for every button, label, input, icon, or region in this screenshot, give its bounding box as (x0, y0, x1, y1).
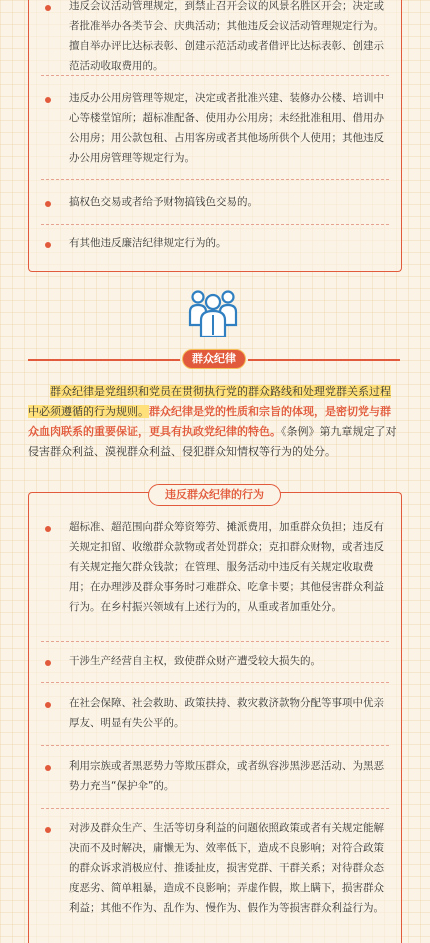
heading-line-right (248, 359, 400, 361)
bullet-dot (45, 5, 51, 11)
discipline-box-masses (28, 492, 402, 943)
bullet-dot (45, 702, 51, 708)
list-item: 违反办公用房管理等规定，决定或者批准兴建、装修办公楼、培训中心等楼堂馆所；超标准配备、使用办公用房；未经批准租用、借用办公用房；用公款包租、占用客房或者其他场所供个人使用；其他违反办公用房管理等规定行为。 (69, 92, 384, 164)
list-item: 对涉及群众生产、生活等切身利益的问题依照政策或者有关规定能解决而不及时解决，庸懒无为、效率低下，造成不良影响；对符合政策的群众诉求消极应付、推诿扯皮，损害党群、干群关系；对待群众态度恶劣、简单粗暴，造成不良影响；弄虚作假，欺上瞒下，损害群众利益；其他不作为、乱作为、慢作为、假作为等损害群众利益行为。 (69, 822, 384, 914)
divider (41, 745, 389, 746)
list-item: 超标准、超范围向群众筹资筹劳、摊派费用，加重群众负担；违反有关规定扣留、收缴群众款物或者处罚群众；克扣群众财物，或者违反有关规定拖欠群众钱款；在管理、服务活动中违反有关规定收取费用；在办理涉及群众事务时刁难群众、吃拿卡要；其他侵害群众利益行为。在乡村振兴领域有上述行为的，从重或者加重处分。 (69, 521, 384, 613)
bullet-dot (45, 526, 51, 532)
divider (41, 179, 389, 180)
section-badge: 群众纪律 (182, 349, 246, 369)
list-item: 利用宗族或者黑恶势力等欺压群众，或者纵容涉黑涉恶活动、为黑恶势力充当“保护伞”的。 (69, 760, 384, 792)
bullet-dot (45, 97, 51, 103)
divider (41, 808, 389, 809)
discipline-box-integrity (28, 0, 402, 272)
list-item: 有其他违反廉洁纪律规定行为的。 (69, 237, 227, 249)
list-item: 搞权色交易或者给予财物搞钱色交易的。 (69, 196, 258, 208)
bullet-dot (45, 660, 51, 666)
people-group-icon (188, 285, 238, 337)
list-item: 在社会保障、社会救助、政策扶持、救灾救济款物分配等事项中优亲厚友、明显有失公平的。 (69, 697, 384, 729)
bullet-dot (45, 765, 51, 771)
bullet-dot (45, 827, 51, 833)
heading-line-left (28, 359, 180, 361)
emphasis-text: 群众纪律是党的性质和宗旨的体现，是密切党与群众血肉联系的重要保证，更具有执政党纪律的特色。 (28, 405, 391, 438)
divider (41, 682, 389, 683)
bullet-dot (45, 242, 51, 248)
list-item: 违反会议活动管理规定，到禁止召开会议的风景名胜区开会；决定或者批准举办各类节会、庆典活动；其他违反会议活动管理规定行为。擅自举办评比达标表彰、创建示范活动或者借评比达标表彰、创建示范活动收取费用的。 (69, 0, 384, 72)
list-item: 干涉生产经营自主权，致使群众财产遭受较大损失的。 (69, 655, 321, 667)
section-subtitle-tag: 违反群众纪律的行为 (148, 484, 281, 506)
body-text: 《条例》第九章规定了对侵害群众利益、漠视群众利益、侵犯群众知情权等行为的处分。 (28, 425, 397, 458)
bullet-dot (45, 201, 51, 207)
highlight-text: 群众纪律是党组织和党员在贯彻执行党的群众路线和处理党群关系过程中必须遵循的行为规则。 (28, 385, 391, 418)
intro-paragraph (28, 382, 400, 462)
divider (41, 224, 389, 225)
divider (41, 641, 389, 642)
divider (41, 75, 389, 76)
